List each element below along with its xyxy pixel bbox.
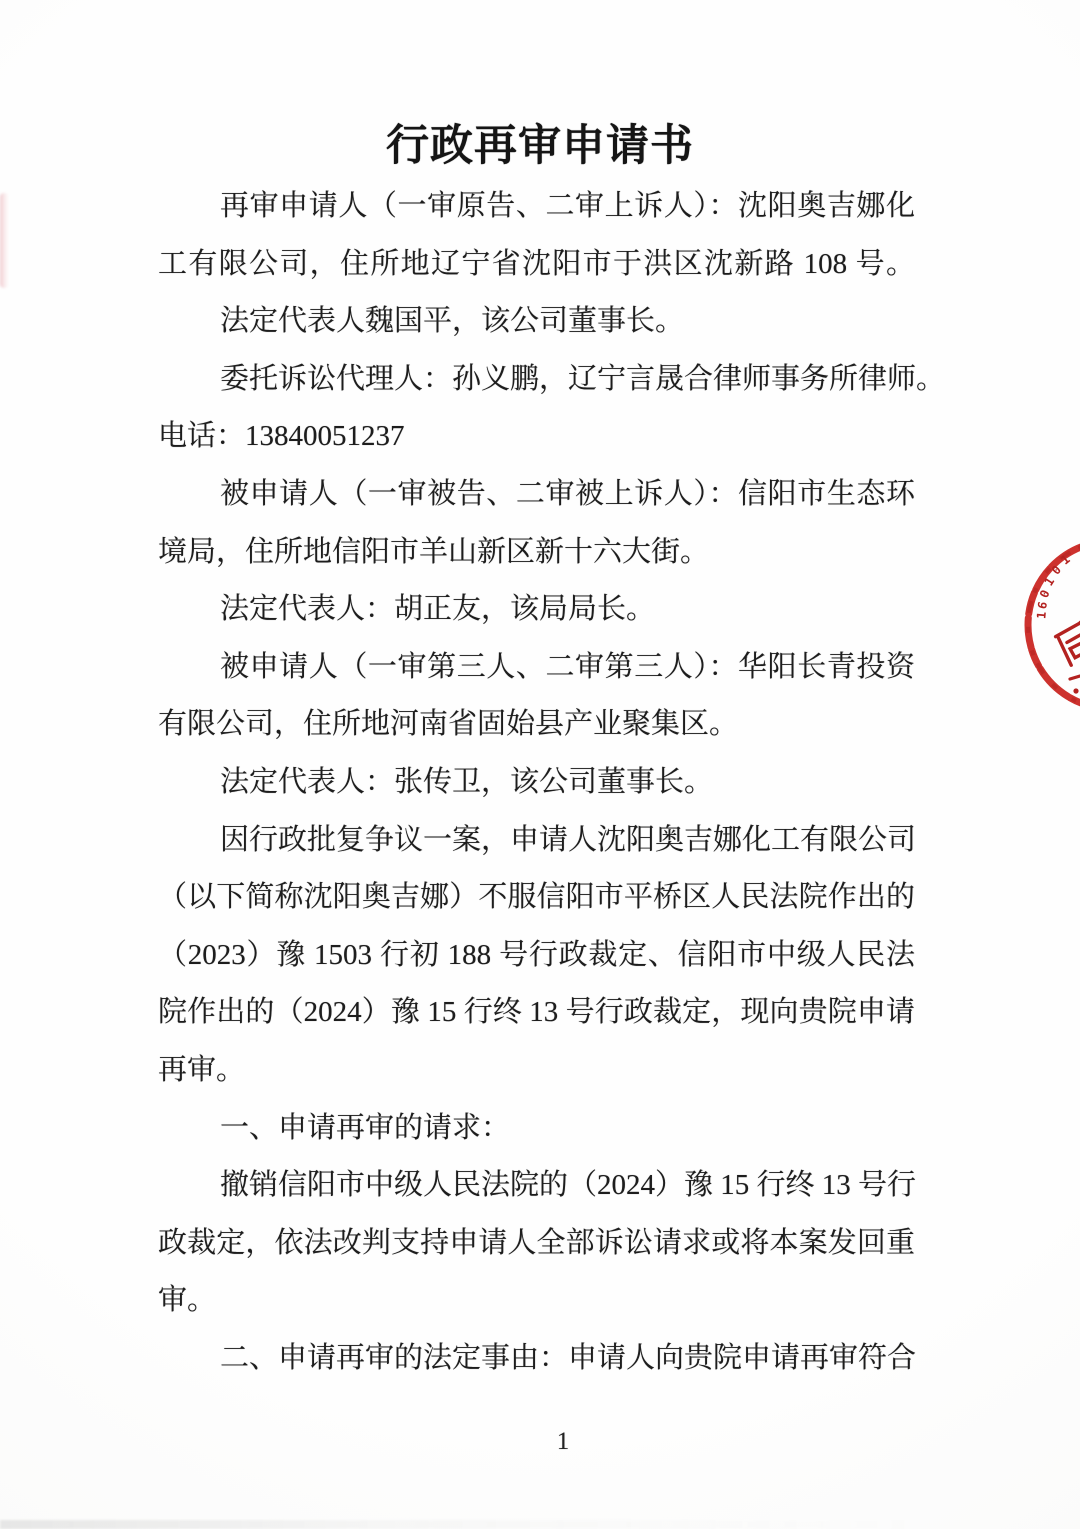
document-line: 境局，住所地信阳市羊山新区新十六大街。 [158, 535, 710, 568]
document-line: 委托诉讼代理人：孙义鹏，辽宁言晟合律师事务所律师。 [220, 362, 946, 395]
document-line: 被申请人（一审第三人、二审第三人）：华阳长青投资 [220, 650, 915, 683]
document-line: 再审申请人（一审原告、二审上诉人）：沈阳奥吉娜化 [220, 190, 915, 222]
document-line: （2023）豫 1503 行初 188 号行政裁定、信阳市中级人民法 [158, 938, 915, 971]
document-line: 院作出的（2024）豫 15 行终 13 号行政裁定，现向贵院申请 [158, 996, 915, 1029]
document-line: 电话：13840051237 [158, 420, 405, 453]
photo-bottom-shadow [0, 1520, 1080, 1529]
document-line: 审。 [158, 1284, 217, 1317]
page-number: 1 [556, 1428, 570, 1455]
photo-edge-artifact [0, 193, 9, 288]
document-line: 撤销信阳市中级人民法院的（2024）豫 15 行终 13 号行 [220, 1169, 917, 1202]
document-line: 一、申请再审的请求： [220, 1111, 511, 1144]
seal-icon [1020, 533, 1080, 725]
document-line: 有限公司，住所地河南省固始县产业聚集区。 [158, 708, 739, 741]
document-line: 再审。 [158, 1053, 246, 1086]
seal-digit: 1 [1058, 551, 1073, 568]
seal-digit: 0 [1036, 587, 1053, 600]
document-line: 法定代表人魏国平，该公司董事长。 [220, 305, 685, 338]
document-line: 政裁定，依法改判支持申请人全部诉讼请求或将本案发回重 [158, 1226, 915, 1259]
document-line: 工有限公司，住所地辽宁省沈阳市于洪区沈新路 108 号。 [158, 247, 915, 280]
document-line: 因行政批复争议一案，申请人沈阳奥吉娜化工有限公司 [220, 823, 917, 856]
document-line: 二、申请再审的法定事由：申请人向贵院申请再审符合 [220, 1341, 917, 1374]
document-line: 法定代表人：张传卫，该公司董事长。 [220, 765, 714, 798]
document-body [158, 178, 946, 1387]
document-line: （以下简称沈阳奥吉娜）不服信阳市平桥区人民法院作出的 [158, 881, 915, 914]
seal-digit: 0 [1048, 562, 1065, 578]
document-line: 法定代表人：胡正友，该局局长。 [220, 593, 656, 626]
official-seal [1020, 533, 1080, 730]
document-line: 被申请人（一审被告、二审被上诉人）：信阳市生态环 [220, 477, 915, 510]
document-title: 行政再审申请书 [386, 123, 694, 170]
seal-digit: 6 [1034, 600, 1051, 611]
seal-digit: 1 [1034, 611, 1049, 620]
seal-digit: 1 [1041, 574, 1058, 589]
